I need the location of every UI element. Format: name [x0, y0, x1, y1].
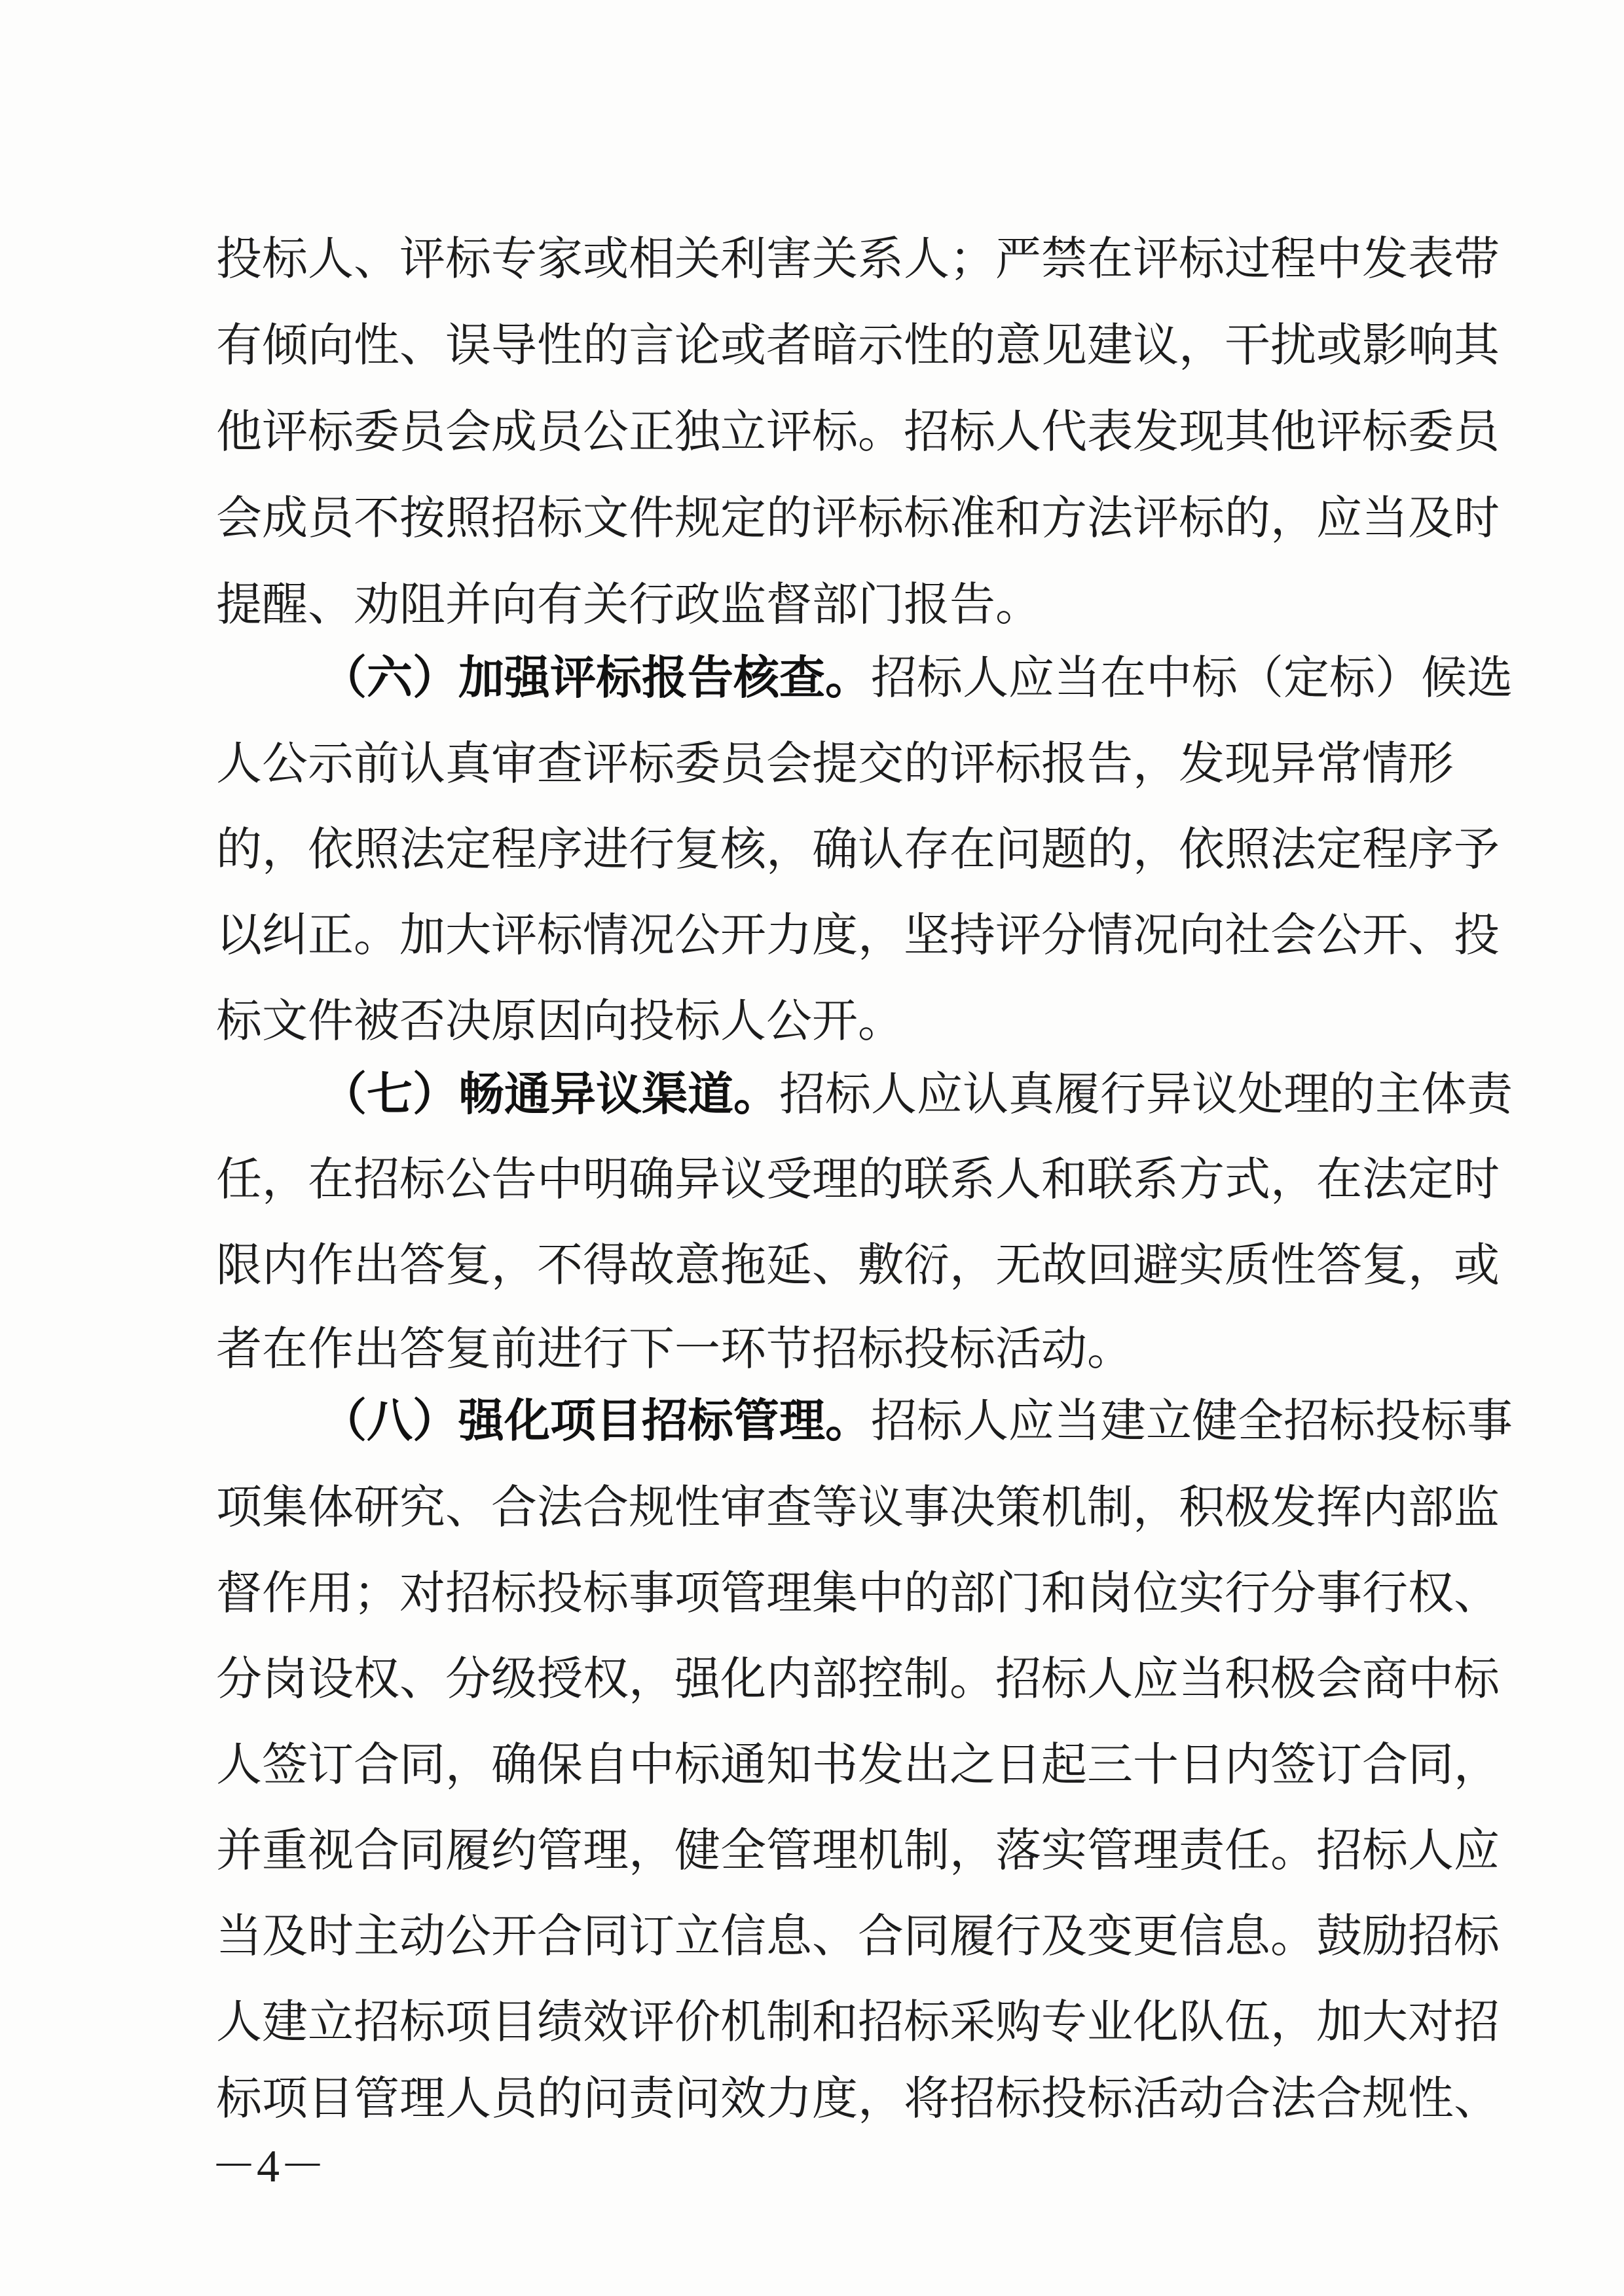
- section-6-line: 人公示前认真审查评标委员会提交的评标报告，发现异常情形: [216, 737, 1454, 790]
- section-8-line: 并重视合同履约管理，健全管理机制，落实管理责任。招标人应: [216, 1823, 1500, 1877]
- section-7-lead: 招标人应认真履行异议处理的主体责: [779, 1067, 1513, 1121]
- body-line: 他评标委员会成员公正独立评标。招标人代表发现其他评标委员: [216, 405, 1500, 458]
- section-6-line: 以纠正。加大评标情况公开力度，坚持评分情况向社会公开、投: [216, 908, 1500, 962]
- section-8-heading: （八）强化项目招标管理。: [321, 1393, 871, 1448]
- section-7-line: 任，在招标公告中明确异议受理的联系人和联系方式，在法定时: [216, 1152, 1500, 1206]
- section-6-heading: （六）加强评标报告核查。: [321, 650, 871, 704]
- section-6-lead: 招标人应当在中标（定标）候选: [871, 651, 1513, 704]
- section-7-line: 限内作出答复，不得故意拖延、敷衍，无故回避实质性答复，或: [216, 1238, 1500, 1292]
- section-8-lead: 招标人应当建立健全招标投标事: [871, 1394, 1513, 1448]
- body-line: 会成员不按照招标文件规定的评标标准和方法评标的，应当及时: [216, 491, 1500, 545]
- section-8-line: 督作用；对招标投标事项管理集中的部门和岗位实行分事行权、: [216, 1566, 1500, 1620]
- section-7-heading: （七）畅通异议渠道。: [321, 1066, 779, 1121]
- page-number: －4－: [211, 2141, 325, 2192]
- section-7-line: 者在作出答复前进行下一环节招标投标活动。: [216, 1322, 1133, 1376]
- section-8-line: 当及时主动公开合同订立信息、合同履行及变更信息。鼓励招标: [216, 1909, 1500, 1963]
- body-line: 投标人、评标专家或相关利害关系人；严禁在评标过程中发表带: [216, 232, 1500, 285]
- section-6-first-line: [321, 645, 1513, 710]
- section-7-first-line: [321, 1061, 1513, 1127]
- section-8-first-line: [321, 1388, 1513, 1453]
- body-line: 有倾向性、误导性的言论或者暗示性的意见建议，干扰或影响其: [216, 318, 1500, 372]
- section-8-line: 标项目管理人员的问责问效力度，将招标投标活动合法合规性、: [216, 2071, 1500, 2125]
- body-line: 提醒、劝阻并向有关行政监督部门报告。: [216, 577, 1041, 631]
- section-8-line: 分岗设权、分级授权，强化内部控制。招标人应当积极会商中标: [216, 1652, 1500, 1705]
- section-6-line: 的，依照法定程序进行复核，确认存在问题的，依照法定程序予: [216, 822, 1500, 876]
- section-8-line: 人建立招标项目绩效评价机制和招标采购专业化队伍，加大对招: [216, 1995, 1500, 2049]
- section-8-line: 人签订合同，确保自中标通知书发出之日起三十日内签订合同，: [216, 1738, 1500, 1791]
- section-8-line: 项集体研究、合法合规性审查等议事决策机制，积极发挥内部监: [216, 1480, 1500, 1534]
- section-6-line: 标文件被否决原因向投标人公开。: [216, 994, 904, 1048]
